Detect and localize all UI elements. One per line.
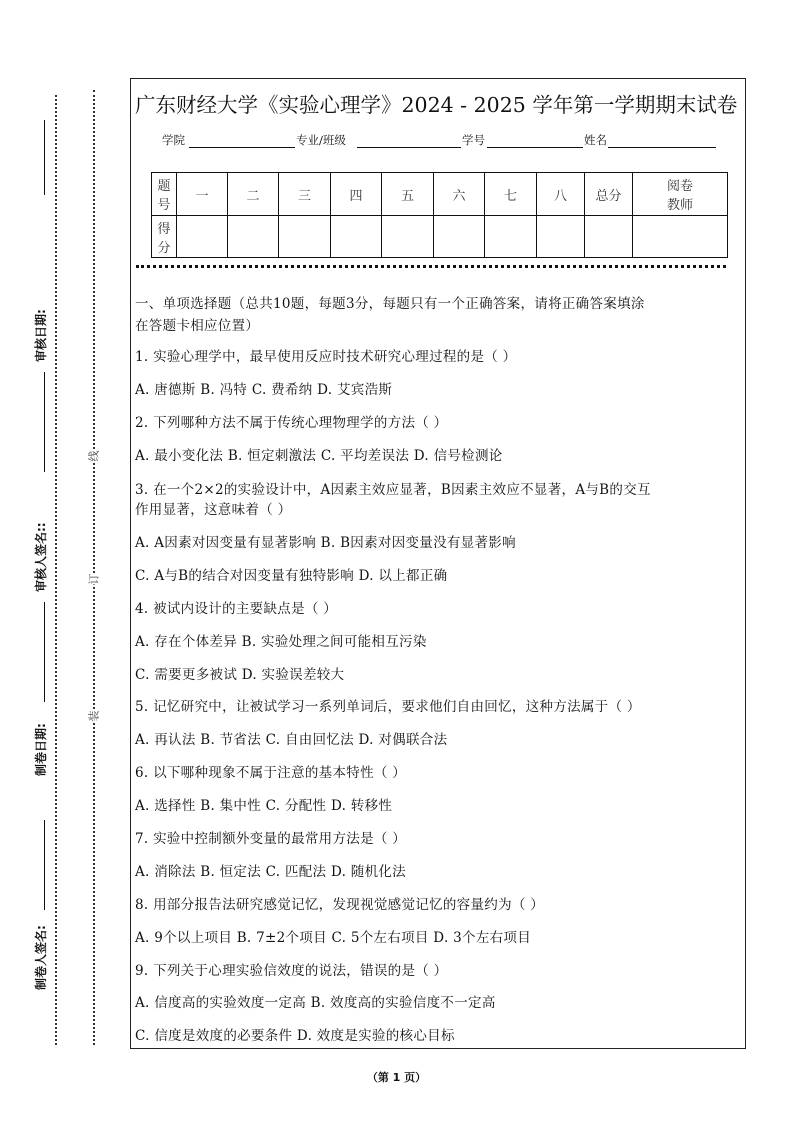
score-cell	[279, 216, 331, 258]
question-text: 5. 记忆研究中，让被试学习一系列单词后，要求他们自由回忆，这种方法属于（ ）	[135, 699, 641, 715]
score-cell	[434, 216, 485, 258]
exam-title: 广东财经大学《实验心理学》2024 - 2025 学年第一学期期末试卷	[135, 93, 738, 117]
maker-sign-label: 制卷人签名:	[34, 925, 48, 990]
reviewer-sign-line	[44, 372, 45, 472]
separator-dotted-line	[136, 265, 726, 268]
maker-sign-line	[44, 820, 45, 910]
reviewer-sign-label: 审核人签名::	[34, 522, 48, 592]
score-cell	[382, 216, 434, 258]
col-header: 三	[279, 173, 331, 216]
score-cell	[331, 216, 382, 258]
question-text: 6. 以下哪种现象不属于注意的基本特性（ ）	[135, 765, 407, 781]
answer-options: A. 选择性 B. 集中性 C. 分配性 D. 转移性	[135, 798, 393, 814]
reviewer-date-line	[44, 120, 45, 195]
score-table	[151, 172, 728, 258]
col-header: 六	[434, 173, 485, 216]
maker-date-label: 制卷日期:	[34, 723, 48, 776]
col-header: 五	[382, 173, 434, 216]
bind-char-bind: 装	[87, 710, 101, 722]
col-header: 七	[485, 173, 537, 216]
question-text: 2. 下列哪种方法不属于传统心理物理学的方法（ ）	[135, 415, 448, 431]
score-cell	[585, 216, 633, 258]
score-cell	[537, 216, 585, 258]
major-label: 专业/班级	[296, 133, 346, 147]
question-text: 7. 实验中控制额外变量的最常用方法是（ ）	[135, 831, 407, 847]
bind-char-staple: 订	[87, 573, 101, 585]
col-header: 四	[331, 173, 382, 216]
answer-options: A. 9个以上项目 B. 7±2个项目 C. 5个左右项目 D. 3个左右项目	[135, 930, 532, 946]
bind-char-line: 线	[87, 450, 101, 462]
col-header: 一	[177, 173, 228, 216]
answer-options: A. 信度高的实验效度一定高 B. 效度高的实验信度不一定高	[135, 995, 496, 1011]
answer-options: A. 存在个体差异 B. 实验处理之间可能相互污染	[135, 634, 427, 650]
answer-options: A. 唐德斯 B. 冯特 C. 费希纳 D. 艾宾浩斯	[135, 382, 393, 398]
question-text: 1. 实验心理学中，最早使用反应时技术研究心理过程的是（ ）	[135, 349, 517, 365]
section-heading: 一、单项选择题（总共10题，每题3分，每题只有一个正确答案，请将正确答案填涂	[135, 296, 645, 312]
maker-date-line	[44, 602, 45, 702]
score-cell	[228, 216, 279, 258]
binding-dotted-line	[93, 90, 95, 1045]
answer-options: C. A与B的结合对因变量有独特影响 D. 以上都正确	[135, 568, 448, 584]
answer-options: A. A因素对因变量有显著影响 B. B因素对因变量没有显著影响	[135, 535, 516, 551]
question-text: 3. 在一个2×2的实验设计中，A因素主效应显著，B因素主效应不显著，A与B的交互	[135, 482, 651, 498]
student-id-label: 学号	[462, 133, 485, 147]
score-cell	[633, 216, 728, 258]
score-row-header: 得 分	[152, 216, 177, 258]
college-label: 学院	[162, 133, 185, 147]
section-heading: 在答题卡相应位置）	[135, 318, 260, 334]
student-id-field[interactable]	[487, 147, 583, 148]
answer-options: A. 最小变化法 B. 恒定刺激法 C. 平均差误法 D. 信号检测论	[135, 448, 503, 464]
question-text: 4. 被试内设计的主要缺点是（ ）	[135, 601, 338, 617]
page-number: （第 1 页）	[366, 1071, 427, 1084]
name-field[interactable]	[608, 147, 716, 148]
section-heading: 作用显著，这意味着（ ）	[135, 502, 292, 518]
outer-dotted-line	[55, 95, 57, 1045]
college-field[interactable]	[189, 147, 295, 148]
major-field[interactable]	[357, 147, 461, 148]
question-text: 9. 下列关于心理实验信效度的说法，错误的是（ ）	[135, 963, 448, 979]
score-cell	[485, 216, 537, 258]
answer-options: C. 信度是效度的必要条件 D. 效度是实验的核心目标	[135, 1028, 455, 1044]
col-header: 二	[228, 173, 279, 216]
reviewer-header: 阅卷 教师	[633, 173, 728, 216]
question-number-header: 题 号	[152, 173, 177, 216]
answer-options: A. 消除法 B. 恒定法 C. 匹配法 D. 随机化法	[135, 864, 406, 880]
score-cell	[177, 216, 228, 258]
col-header: 八	[537, 173, 585, 216]
answer-options: C. 需要更多被试 D. 实验误差较大	[135, 667, 345, 683]
reviewer-date-label: 审核日期:	[34, 309, 48, 362]
question-text: 8. 用部分报告法研究感觉记忆，发现视觉感觉记忆的容量约为（ ）	[135, 897, 545, 913]
col-header: 总分	[585, 173, 633, 216]
answer-options: A. 再认法 B. 节省法 C. 自由回忆法 D. 对偶联合法	[135, 732, 448, 748]
name-label: 姓名	[584, 133, 607, 147]
